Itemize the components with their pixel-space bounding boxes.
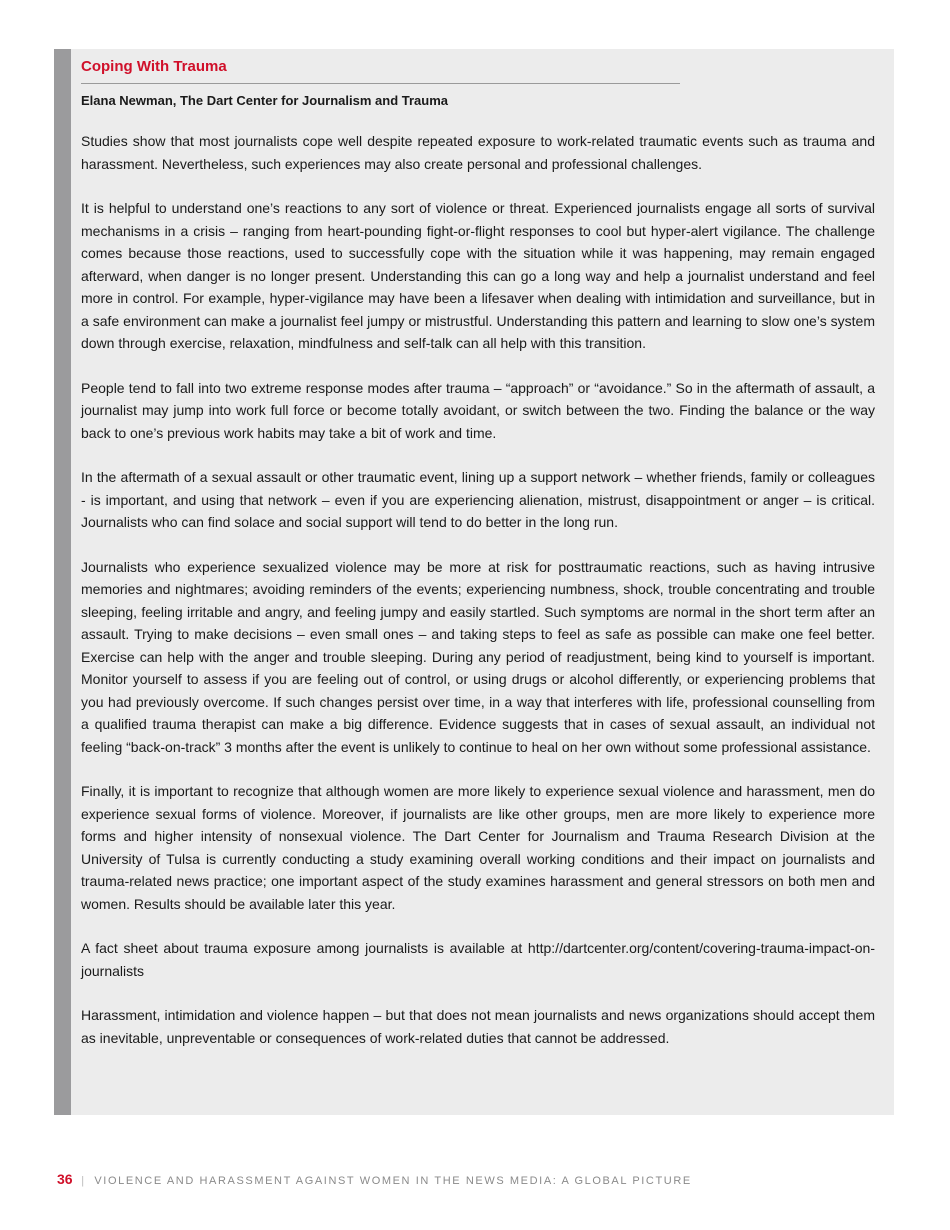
- paragraph: Finally, it is important to recognize that although women are more likely to experience sexual violence and harassment, men do experience sexual forms of violence. Moreover, if journalists are like other groups, men are more likely to experience more forms and higher intensity of nonsexual violence. The Dart Center for Journalism and Trauma Research Division at the University of Tulsa is currently conducting a study examining overall working conditions and their impact on journalists and trauma-related news practice; one important aspect of the study examines harassment and general stressors on both men and women. Results should be available later this year.: [81, 783, 875, 912]
- byline: Elana Newman, The Dart Center for Journalism and Trauma: [81, 93, 448, 108]
- footer-separator: |: [81, 1175, 86, 1187]
- paragraph: It is helpful to understand one’s reactions to any sort of violence or threat. Experienced journalists engage all sorts of survival mechanisms in a crisis – ranging from heart-pounding fight-or-flight responses to cool but hyper-alert vigilance. The challenge comes because those reactions, used to successfully cope with the situation while it was happening, may remain engaged afterward, when danger is no longer present. Understanding this can go a long way and help a journalist understand and feel more in control. For example, hyper-vigilance may have been a lifesaver when dealing with intimidation and surveillance, but in a safe environment can make a journalist feel jumpy or mistrustful. Understanding this pattern and learning to slow one’s system down through exercise, relaxation, mindfulness and self-talk can all help with this transition.: [81, 200, 875, 351]
- sidebar-content: [81, 57, 875, 1071]
- paragraph: Journalists who experience sexualized violence may be more at risk for posttraumatic reactions, such as having intrusive memories and nightmares; avoiding reminders of the events; experiencing numbness, shock, trouble concentrating and trouble sleeping, feeling irritable and angry, and feeling jumpy and easily startled. Such symptoms are normal in the short term after an assault. Trying to make decisions – even small ones – and taking steps to feel as safe as possible can make one feel better. Exercise can help with the anger and trouble sleeping. During any period of readjustment, being kind to yourself is important. Monitor yourself to assess if you are feeling out of control, or using drugs or alcohol differently, or experiencing problems that you had previously overcome. If such changes persist over time, in a way that interferes with life, professional counselling from a qualified trauma therapist can make a big difference. Evidence suggests that in cases of sexual assault, an individual not feeling “back-on-track” 3 months after the event is unlikely to continue to heal on her own without some professional assistance.: [81, 558, 875, 755]
- box-title: Coping With Trauma: [81, 58, 227, 75]
- page-number: 36: [57, 1171, 73, 1187]
- page-footer: [57, 1171, 692, 1187]
- paragraph: A fact sheet about trauma exposure among journalists is available at http://dartcenter.org/content/covering-trauma-impact-on-journalists: [81, 940, 875, 979]
- title-divider: [81, 83, 680, 84]
- paragraph: Harassment, intimidation and violence happen – but that does not mean journalists and news organizations should accept them as inevitable, unpreventable or consequences of work-related duties that cannot be addressed.: [81, 1007, 875, 1046]
- sidebar-accent-bar: [54, 49, 71, 1115]
- paragraph: In the aftermath of a sexual assault or other traumatic event, lining up a support network – whether friends, family or colleagues - is important, and using that network – even if you are experiencing alienation, mistrust, disappointment or anger – is critical. Journalists who can find solace and social support will tend to do better in the long run.: [81, 469, 875, 530]
- body-text: [81, 130, 875, 1049]
- paragraph: People tend to fall into two extreme response modes after trauma – “approach” or “avoidance.” So in the aftermath of assault, a journalist may jump into work full force or become totally avoidant, or switch between the two. Finding the balance or the way back to one’s previous work habits may take a bit of work and time.: [81, 379, 875, 441]
- running-title: VIOLENCE AND HARASSMENT AGAINST WOMEN IN THE NEWS MEDIA: A GLOBAL PICTURE: [94, 1175, 692, 1187]
- sidebar-box: [54, 49, 894, 1115]
- paragraph: Studies show that most journalists cope well despite repeated exposure to work-related traumatic events such as trauma and harassment. Nevertheless, such experiences may also create personal and professional challenges.: [81, 133, 875, 172]
